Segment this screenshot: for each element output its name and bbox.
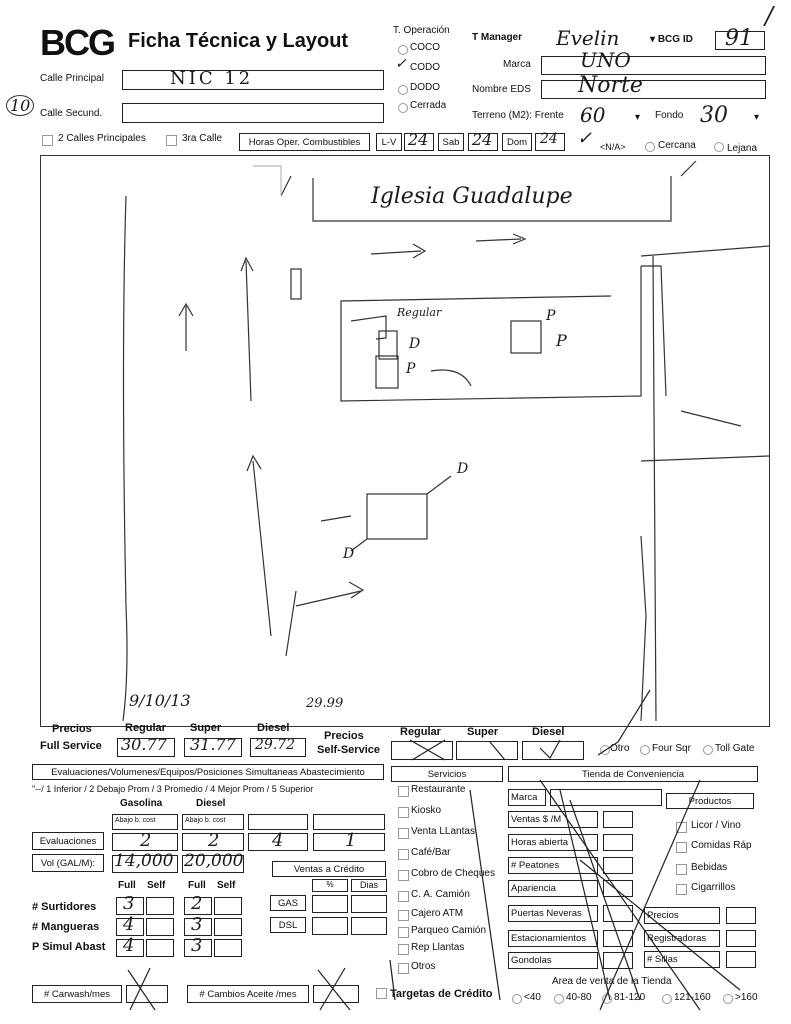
calle-secund-field[interactable] — [122, 103, 384, 123]
vol-diesel-value: 20,000 — [184, 851, 244, 871]
evaluaciones-button[interactable]: Evaluaciones — [32, 832, 104, 850]
servicios-header[interactable]: Servicios — [391, 766, 503, 782]
self-super-field[interactable] — [456, 741, 518, 760]
layout-sketch — [41, 156, 769, 726]
t-manager-label: T Manager — [472, 32, 523, 43]
service-item: Venta LLantas — [411, 826, 475, 837]
sketch-note: 29.99 — [306, 696, 344, 711]
op-selected-check-icon: ✓ — [395, 56, 407, 72]
service-item: Rep Llantas — [411, 942, 465, 953]
store-right-input[interactable] — [726, 907, 756, 924]
product-checkbox-2[interactable] — [676, 864, 687, 875]
store-right-input[interactable] — [726, 951, 756, 968]
self-prices-title: Precios — [324, 730, 364, 742]
aceite-label: # Cambios Aceite /mes — [187, 985, 309, 1003]
eval-value-1: 2 — [140, 830, 152, 851]
gas-credit-label: GAS — [270, 895, 306, 911]
carwash-label: # Carwash/mes — [32, 985, 122, 1003]
eds-name-label: Nombre EDS — [472, 84, 531, 95]
product-item: Licor / Vino — [691, 820, 741, 831]
frente-value[interactable]: 60 — [580, 103, 606, 127]
regular-pump-label: Regular — [397, 306, 442, 319]
full-super-value: 31.77 — [190, 735, 236, 754]
marca-label: Marca — [503, 59, 531, 70]
lv-label: L-V — [376, 133, 402, 151]
lv-value: 24 — [408, 130, 429, 149]
eval-value-2: 2 — [208, 830, 220, 851]
store-field-input[interactable] — [603, 905, 633, 922]
area-option: >160 — [735, 992, 758, 1003]
surtidores-diesel-self[interactable] — [214, 897, 242, 915]
pump-label-d3: D — [343, 546, 355, 562]
product-item: Comidas Ráp — [691, 840, 752, 851]
area-radio-1[interactable] — [554, 994, 564, 1004]
fondo-dropdown-icon[interactable]: ▾ — [754, 112, 760, 123]
bcg-id-value: 91 — [725, 26, 753, 51]
bcg-id-label: ▾ BCG ID — [650, 34, 693, 45]
pump-label-d1: D — [409, 336, 421, 352]
credito-pct-header: % — [312, 879, 348, 892]
store-right-label: Registradoras — [644, 930, 720, 947]
simul-label: P Simul Abast — [32, 941, 106, 953]
self-diesel-label: Diesel — [532, 726, 565, 738]
store-right-label: # Sillas — [644, 951, 720, 968]
service-item: Otros — [411, 961, 436, 972]
store-field-input[interactable] — [603, 834, 633, 851]
sketch-date: 9/10/13 — [129, 691, 191, 710]
service-checkbox-8[interactable] — [398, 944, 409, 955]
col-super-label: Super — [190, 722, 222, 734]
product-item: Bebidas — [691, 862, 728, 873]
product-checkbox-3[interactable] — [676, 884, 687, 895]
carwash-field[interactable] — [126, 985, 168, 1003]
gas-eval-select-a[interactable] — [112, 814, 178, 830]
fondo-label: Fondo — [655, 110, 684, 121]
service-checkbox-6[interactable] — [398, 910, 409, 921]
ventas-credito-button[interactable]: Ventas a Crédito — [272, 861, 386, 877]
toll-gate-radio[interactable] — [703, 745, 713, 755]
proximity-radio-lejana[interactable] — [714, 142, 724, 152]
store-field-label: Ventas $ /M — [508, 811, 598, 828]
margin-note: 10 — [6, 95, 34, 116]
surtidores-gas-value: 3 — [123, 893, 135, 914]
fondo-value[interactable]: 30 — [700, 103, 728, 128]
proximity-na[interactable]: <N/A> — [600, 142, 626, 152]
proximity-lejana: Lejana — [727, 143, 758, 154]
gasolina-label: Gasolina — [120, 798, 163, 809]
operation-type-label: T. Operación — [393, 25, 450, 36]
op-option-dodo: DODO — [410, 82, 440, 93]
store-field-label: Apariencia — [508, 880, 598, 897]
self-super-label: Super — [467, 726, 499, 738]
terreno-label: Terreno (M2): Frente — [472, 110, 564, 121]
area-option: 81-120 — [614, 992, 646, 1003]
service-item: Parqueo Camión — [411, 925, 487, 936]
evaluations-banner[interactable]: Evaluaciones/Volumenes/Equipos/Posiciones Simultaneas Abastecimiento — [32, 764, 384, 780]
col-diesel-label: Diesel — [257, 722, 290, 734]
area-label: Area de venta de la Tienda — [552, 976, 672, 987]
simul-diesel-self[interactable] — [214, 939, 242, 957]
op-radio-cerrada[interactable] — [398, 103, 408, 113]
product-checkbox-1[interactable] — [676, 842, 687, 853]
toll-gate-label: Toll Gate — [715, 743, 755, 754]
store-field-input[interactable] — [603, 857, 633, 874]
full-regular-value: 30.77 — [121, 735, 167, 754]
self-diesel-field[interactable] — [522, 741, 584, 760]
self-header-diesel: Self — [217, 880, 236, 891]
sab-label: Sab — [438, 133, 464, 151]
full-service-label: Full Service — [40, 740, 102, 752]
store-field-label: Estacionamientos — [508, 930, 598, 947]
full-prices-title: Precios — [52, 723, 92, 735]
service-item: Cobro de Cheques — [411, 868, 495, 879]
mangueras-gas-value: 4 — [123, 914, 135, 935]
proximity-cercana: Cercana — [658, 140, 696, 151]
service-checkbox-7[interactable] — [398, 927, 409, 938]
eval-value-4: 1 — [345, 830, 357, 851]
service-checkbox-1[interactable] — [398, 807, 409, 818]
two-main-streets-label: 2 Calles Principales — [58, 133, 146, 144]
store-field-label: Gondolas — [508, 952, 598, 969]
store-field-input[interactable] — [603, 880, 633, 897]
op-option-coco: COCO — [410, 42, 440, 53]
store-field-label: Marca — [508, 789, 546, 806]
service-checkbox-0[interactable] — [398, 786, 409, 797]
self-regular-label: Regular — [400, 726, 441, 738]
area-option: 40-80 — [566, 992, 592, 1003]
eds-name-field[interactable] — [541, 80, 766, 99]
targetas-label: Targetas de Crédito — [390, 988, 493, 1000]
store-field-input[interactable] — [603, 811, 633, 828]
surtidores-label: # Surtidores — [32, 901, 97, 913]
diesel-eval-select-a-text: Abajo b. cost — [185, 817, 226, 824]
self-regular-field[interactable] — [391, 741, 453, 760]
diesel-label: Diesel — [196, 798, 226, 809]
evaluation-scale: "--/ 1 Inferior / 2 Debajo Prom / 3 Promedio / 4 Mejor Prom / 5 Superior — [32, 784, 314, 794]
proximity-radio-cercana[interactable] — [645, 142, 655, 152]
aceite-field[interactable] — [313, 985, 359, 1003]
simul-gas-self[interactable] — [146, 939, 174, 957]
service-item: Café/Bar — [411, 847, 451, 858]
dom-label: Dom — [502, 133, 532, 151]
otro-radio[interactable] — [600, 745, 610, 755]
third-street-checkbox[interactable] — [166, 135, 177, 146]
self-header-gas: Self — [147, 880, 166, 891]
store-field-label: # Peatones — [508, 857, 598, 874]
mangueras-gas-self[interactable] — [146, 918, 174, 936]
third-street-label: 3ra Calle — [182, 133, 223, 144]
area-radio-3[interactable] — [662, 994, 672, 1004]
store-field-label: Puertas Neveras — [508, 905, 598, 922]
layout-sketch-area[interactable] — [40, 155, 770, 727]
op-radio-dodo[interactable] — [398, 85, 408, 95]
four-sqr-radio[interactable] — [640, 745, 650, 755]
simul-diesel-value: 3 — [191, 935, 203, 956]
area-radio-0[interactable] — [512, 994, 522, 1004]
service-checkbox-5[interactable] — [398, 891, 409, 902]
col-regular-label: Regular — [125, 722, 166, 734]
proximity-check-icon: ✓ — [577, 128, 593, 149]
marca-value: UNO — [580, 48, 631, 72]
corner-mark: / — [765, 2, 774, 30]
area-radio-2[interactable] — [602, 994, 612, 1004]
op-radio-coco[interactable] — [398, 45, 408, 55]
full-header-diesel: Full — [188, 880, 206, 891]
store-right-input[interactable] — [726, 930, 756, 947]
four-sqr-label: Four Sqr — [652, 743, 691, 754]
op-option-codo: CODO — [410, 62, 440, 73]
sab-value: 24 — [472, 130, 493, 149]
bcg-logo: BCG — [40, 22, 114, 63]
product-checkbox-0[interactable] — [676, 822, 687, 833]
store-field-label: Horas abierta — [508, 834, 598, 851]
full-header-gas: Full — [118, 880, 136, 891]
gas-credit-pct[interactable] — [312, 895, 348, 913]
gas-eval-select-a-text: Abajo b. cost — [115, 817, 156, 824]
horas-oper-button[interactable]: Horas Oper. Combustibles — [239, 133, 370, 151]
mangueras-diesel-self[interactable] — [214, 918, 242, 936]
vol-gas-value: 14,000 — [114, 851, 174, 871]
t-manager-value[interactable]: Evelin — [556, 26, 620, 50]
pump-label-p1: P — [546, 308, 556, 324]
store-field-input[interactable] — [550, 789, 662, 806]
vol-label: Vol (GAL/M): — [32, 854, 104, 872]
calle-principal-label: Calle Principal — [40, 73, 104, 84]
simul-gas-value: 4 — [123, 935, 135, 956]
calle-principal-value: NIC 12 — [170, 68, 254, 89]
dsl-credit-label: DSL — [270, 917, 306, 933]
self-service-label: Self-Service — [317, 744, 380, 756]
dsl-credit-pct[interactable] — [312, 917, 348, 935]
tienda-header[interactable]: Tienda de Conveniencia — [508, 766, 758, 782]
area-radio-4[interactable] — [723, 994, 733, 1004]
pump-label-d2: D — [457, 461, 469, 477]
service-checkbox-9[interactable] — [398, 963, 409, 974]
church-label: Iglesia Guadalupe — [371, 184, 573, 209]
marca-field[interactable] — [541, 56, 766, 75]
service-item: Restaurante — [411, 784, 466, 795]
credito-dias-header: Dias — [351, 879, 387, 892]
mangueras-label: # Mangueras — [32, 921, 100, 933]
dom-value: 24 — [540, 131, 558, 147]
service-checkbox-2[interactable] — [398, 828, 409, 839]
pump-label-p3: P — [406, 361, 416, 377]
service-item: C. A. Camión — [411, 889, 470, 900]
page-title: Ficha Técnica y Layout — [128, 30, 349, 52]
gas-eval-select-b[interactable] — [248, 814, 308, 830]
area-option: <40 — [524, 992, 541, 1003]
service-item: Kiosko — [411, 805, 442, 816]
op-option-cerrada: Cerrada — [410, 100, 447, 111]
product-item: Cigarrillos — [691, 882, 736, 893]
full-diesel-value: 29.72 — [255, 737, 296, 753]
surtidores-gas-self[interactable] — [146, 897, 174, 915]
calle-secund-label: Calle Secund. — [40, 108, 103, 119]
service-checkbox-3[interactable] — [398, 849, 409, 860]
gas-credit-dias[interactable] — [351, 895, 387, 913]
store-right-label: Precios — [644, 907, 720, 924]
eds-name-value: Norte — [578, 73, 643, 98]
store-field-input[interactable] — [603, 930, 633, 947]
service-item: Cajero ATM — [411, 908, 464, 919]
diesel-eval-select-a[interactable] — [182, 814, 244, 830]
pump-label-p2: P — [556, 331, 567, 350]
frente-dropdown-icon[interactable]: ▾ — [635, 112, 641, 123]
two-main-streets-checkbox[interactable] — [42, 135, 53, 146]
productos-header[interactable]: Productos — [666, 793, 754, 809]
mangueras-diesel-value: 3 — [191, 914, 203, 935]
store-field-input[interactable] — [603, 952, 633, 969]
area-option: 121-160 — [674, 992, 711, 1003]
targetas-checkbox[interactable] — [376, 988, 387, 999]
surtidores-diesel-value: 2 — [191, 893, 203, 914]
service-checkbox-4[interactable] — [398, 870, 409, 881]
dsl-credit-dias[interactable] — [351, 917, 387, 935]
eval-value-3: 4 — [272, 830, 284, 851]
otro-label: Otro — [610, 743, 630, 754]
diesel-eval-select-b[interactable] — [313, 814, 385, 830]
